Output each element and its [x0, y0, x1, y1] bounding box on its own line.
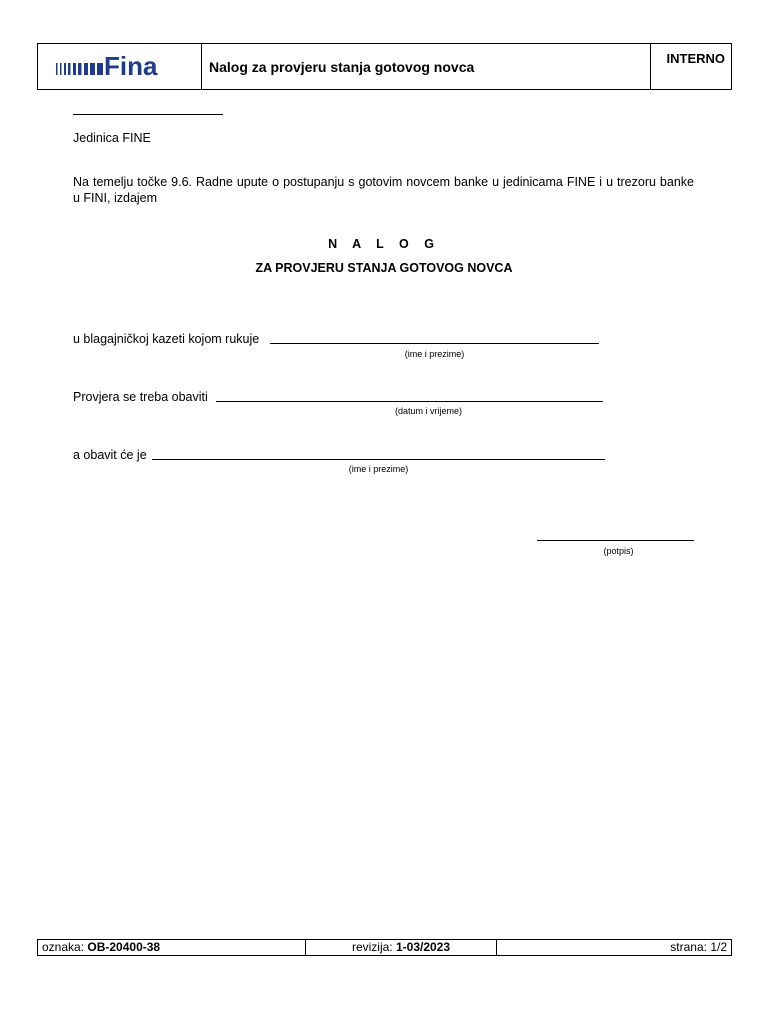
- footer-revision-label: revizija:: [351, 940, 396, 954]
- field-performer-label: a obavit će je: [73, 448, 147, 462]
- field-cashbox-line[interactable]: [270, 343, 599, 344]
- field-performer-line[interactable]: [152, 459, 605, 460]
- field-datetime-label: Provjera se treba obaviti: [73, 390, 208, 404]
- field-performer-hint: (ime i prezime): [348, 464, 409, 474]
- logo-text: Fina: [103, 53, 157, 80]
- order-subheading: ZA PROVJERU STANJA GOTOVOG NOVCA: [255, 261, 513, 275]
- unit-signature-line: [73, 114, 223, 115]
- document-footer: [37, 939, 732, 956]
- field-datetime-line[interactable]: [216, 401, 603, 402]
- footer-code-label: oznaka:: [42, 940, 88, 954]
- signature-line[interactable]: [537, 540, 694, 541]
- footer-page: strana: 1/2: [670, 940, 727, 954]
- intro-paragraph: Na temelju točke 9.6. Radne upute o postupanju s gotovim novcem banke u jedinicama FINE i u trezoru banke u FINI, izdajem: [73, 175, 694, 205]
- field-cashbox-hint: (ime i prezime): [404, 349, 465, 359]
- fina-logo-mark: [56, 54, 184, 80]
- footer-revision-value: 1-03/2023: [395, 940, 451, 954]
- footer-code-value: OB-20400-38: [87, 940, 161, 954]
- document-header: [37, 43, 732, 90]
- footer-code: [38, 940, 306, 955]
- field-datetime-hint: (datum i vrijeme): [394, 406, 462, 416]
- order-heading: N A L O G: [328, 237, 440, 251]
- field-cashbox-label: u blagajničkoj kazeti kojom rukuje: [73, 332, 260, 346]
- footer-revision: [306, 940, 497, 955]
- classification-label: INTERNO: [666, 51, 725, 66]
- fina-logo: [38, 44, 202, 89]
- signature-hint: (potpis): [603, 546, 634, 556]
- document-title: Nalog za provjeru stanja gotovog novca: [202, 44, 651, 89]
- unit-label: Jedinica FINE: [73, 131, 151, 145]
